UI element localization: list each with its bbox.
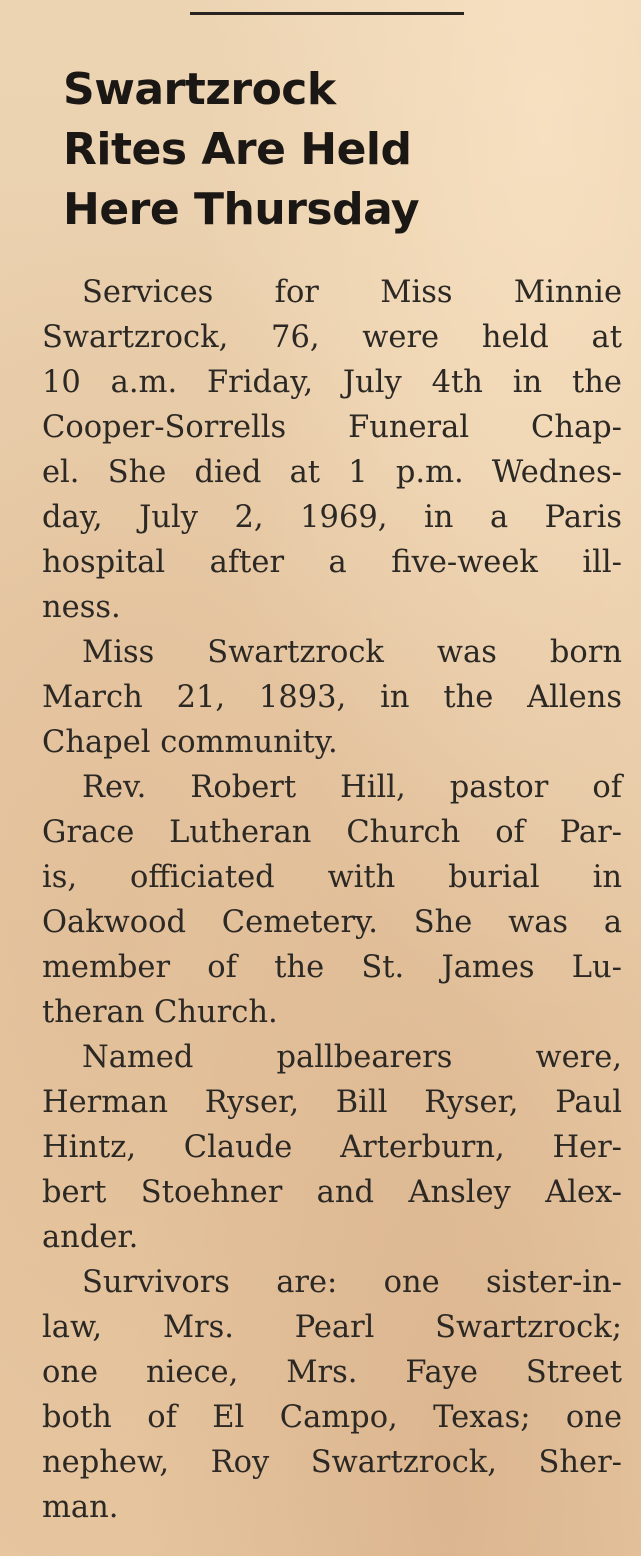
text-line: 10 a.m. Friday, July 4th in the [42,365,622,400]
article-body [42,270,622,1530]
paragraph-officiant [42,765,622,1035]
text-line: Oakwood Cemetery. She was a [42,905,622,940]
text-line: el. She died at 1 p.m. Wednes- [42,455,622,490]
text-line: Miss Swartzrock was born [82,635,622,670]
text-line: Herman Ryser, Bill Ryser, Paul [42,1085,622,1120]
text-line: law, Mrs. Pearl Swartzrock; [42,1310,622,1345]
headline-line: Rites Are Held [63,124,412,175]
headline-line: Swartzrock [63,64,336,115]
text-line: hospital after a five-week ill- [42,545,622,580]
text-line: one niece, Mrs. Faye Street [42,1355,622,1390]
text-line: ander. [42,1220,139,1255]
paragraph-services [42,270,622,630]
text-line: Grace Lutheran Church of Par- [42,815,622,850]
text-line: is, officiated with burial in [42,860,622,895]
paragraph-survivors [42,1260,622,1530]
text-line: bert Stoehner and Ansley Alex- [42,1175,622,1210]
headline [63,60,533,240]
paragraph-pallbearers [42,1035,622,1260]
text-line: Hintz, Claude Arterburn, Her- [42,1130,622,1165]
paragraph-birth [42,630,622,765]
text-line: man. [42,1490,119,1525]
text-line: Swartzrock, 76, were held at [42,320,622,355]
text-line: Survivors are: one sister-in- [82,1265,622,1300]
text-line: nephew, Roy Swartzrock, Sher- [42,1445,622,1480]
text-line: Chapel community. [42,725,338,760]
text-line: Named pallbearers were, [82,1040,622,1075]
text-line: ness. [42,590,121,625]
text-line: theran Church. [42,995,278,1030]
top-rule-divider [190,12,464,15]
text-line: member of the St. James Lu- [42,950,622,985]
text-line: Rev. Robert Hill, pastor of [82,770,622,805]
text-line: March 21, 1893, in the Allens [42,680,622,715]
text-line: day, July 2, 1969, in a Paris [42,500,622,535]
headline-line: Here Thursday [63,184,420,235]
text-line: Cooper-Sorrells Funeral Chap- [42,410,622,445]
text-line: Services for Miss Minnie [82,275,622,310]
text-line: both of El Campo, Texas; one [42,1400,622,1435]
